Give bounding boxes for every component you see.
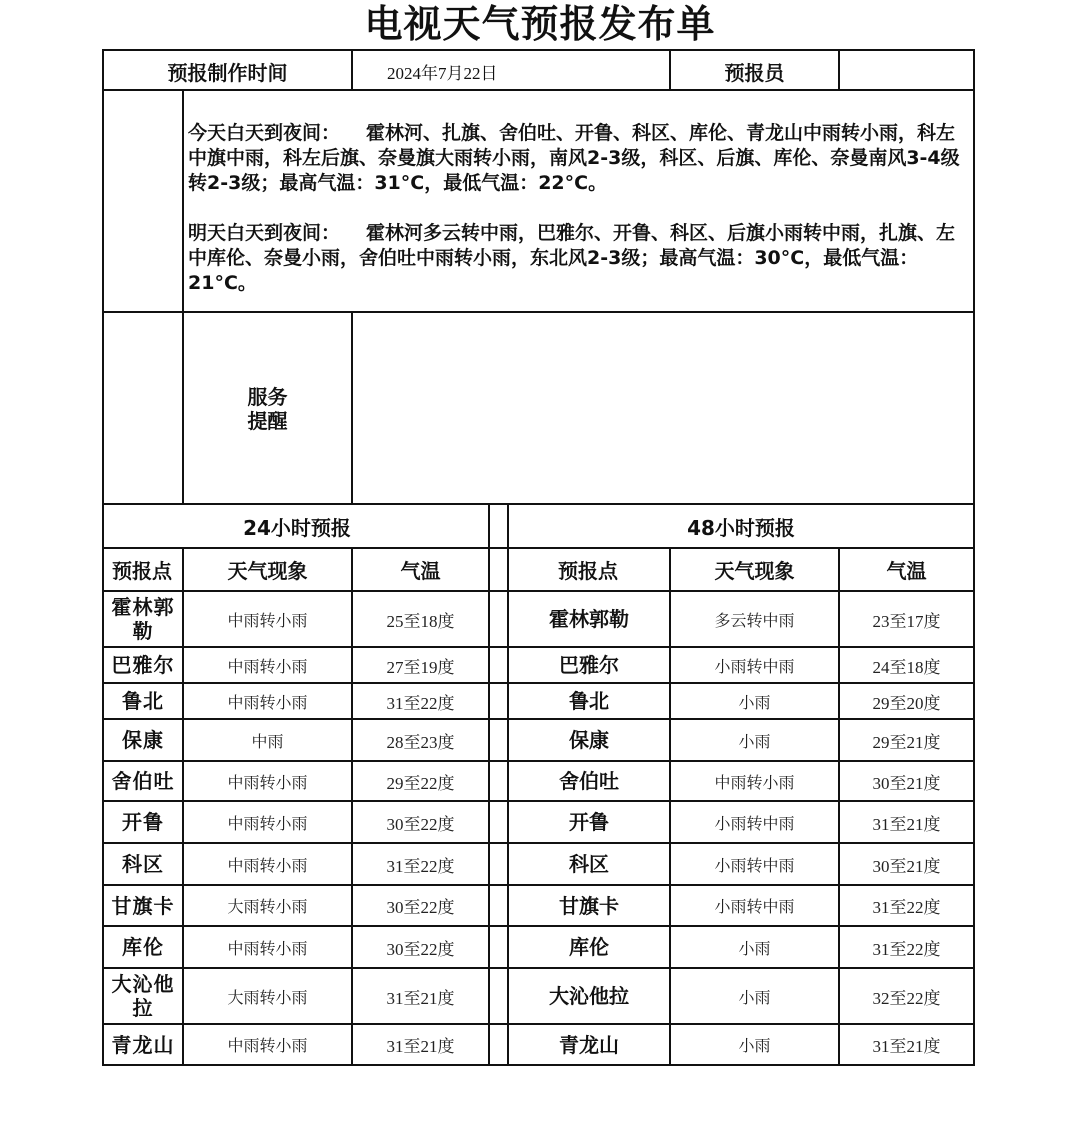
temp-24h: 27至19度 — [386, 657, 455, 677]
weather-48h: 小雨转中雨 — [714, 656, 795, 676]
temp-48h: 30至21度 — [872, 856, 941, 876]
weather-24h: 中雨转小雨 — [227, 772, 308, 792]
temp-24h: 31至21度 — [386, 1037, 455, 1056]
temp-48h: 29至20度 — [872, 693, 941, 713]
site-24h: 舍伯吐 — [111, 769, 175, 793]
section-48h-title: 48小时预报 — [687, 515, 795, 540]
temp-24h: 31至21度 — [386, 988, 455, 1008]
site-24h: 保康 — [122, 728, 164, 752]
temp-48h: 24至18度 — [872, 657, 941, 677]
time-value: 2024年7月22日 — [387, 63, 498, 83]
temp-24h: 30至22度 — [386, 939, 455, 959]
site-48h: 科区 — [569, 852, 609, 876]
site-48h: 库伦 — [569, 935, 609, 959]
weather-24h: 中雨转小雨 — [227, 855, 308, 875]
site-48h: 舍伯吐 — [559, 769, 619, 793]
header-weather-24h: 天气现象 — [227, 559, 308, 583]
temp-24h: 30至22度 — [386, 814, 455, 834]
page-title: 电视天气预报发布单 — [364, 2, 716, 46]
weather-48h: 小雨 — [738, 692, 771, 712]
weather-24h: 中雨 — [251, 731, 284, 751]
site-48h: 巴雅尔 — [559, 653, 619, 677]
temp-24h: 31至22度 — [386, 693, 455, 713]
weather-48h: 小雨 — [738, 1036, 771, 1055]
site-24h: 鲁北 — [122, 689, 164, 713]
today-text: 霍林河、扎旗、舍伯吐、开鲁、科区、库伦、青龙山中雨转小雨，科左中旗中雨，科左后旗、奈曼旗大雨转小雨，南风2-3级，科区、后旗、库伦、奈曼南风3-4级转2-3级；最高气温：31°C，最低气温：22°C。 — [188, 122, 960, 194]
temp-48h: 31至21度 — [872, 814, 941, 834]
weather-48h: 小雨转中雨 — [714, 897, 795, 916]
header-row — [102, 49, 975, 91]
today-label: 今天白天到夜间： — [188, 122, 341, 144]
temp-24h: 29至22度 — [386, 773, 455, 793]
site-24h: 青龙山 — [111, 1032, 175, 1057]
service-content — [353, 313, 973, 505]
weather-24h: 中雨转小雨 — [227, 813, 308, 833]
weather-48h: 小雨 — [738, 987, 771, 1007]
section-24h-title: 24小时预报 — [243, 515, 351, 540]
site-48h: 甘旗卡 — [559, 893, 619, 918]
header-site-24h: 预报点 — [112, 559, 172, 583]
tomorrow-text: 霍林河多云转中雨，巴雅尔、开鲁、科区、后旗小雨转中雨，扎旗、左中库伦、奈曼小雨，舍伯吐中雨转小雨，东北风2-3级；最高气温：30°C，最低气温：21°C。 — [188, 222, 956, 294]
header-temp-48h: 气温 — [886, 559, 927, 583]
temp-48h: 29至21度 — [872, 732, 941, 752]
weather-48h: 中雨转小雨 — [714, 772, 795, 792]
site-48h: 青龙山 — [559, 1032, 619, 1057]
weather-24h: 中雨转小雨 — [227, 1036, 308, 1055]
site-24h: 巴雅尔 — [111, 653, 175, 677]
temp-48h: 31至22度 — [872, 939, 941, 959]
service-label-line2: 提醒 — [247, 409, 288, 433]
service-reminder-block — [102, 311, 975, 505]
temp-48h: 31至21度 — [872, 1037, 941, 1056]
site-48h: 鲁北 — [569, 689, 609, 713]
temp-48h: 31至22度 — [872, 898, 941, 917]
header-weather-48h: 天气现象 — [714, 559, 795, 583]
site-48h: 霍林郭勒 — [549, 607, 629, 631]
weather-24h: 中雨转小雨 — [227, 938, 308, 958]
temp-24h: 28至23度 — [386, 732, 455, 752]
site-24h: 霍林郭勒 — [111, 595, 175, 643]
site-24h: 甘旗卡 — [111, 893, 175, 918]
site-24h: 库伦 — [122, 935, 164, 959]
site-48h: 开鲁 — [569, 810, 609, 834]
weather-24h: 中雨转小雨 — [227, 692, 308, 712]
site-24h: 科区 — [122, 852, 164, 876]
temp-48h: 30至21度 — [872, 773, 941, 793]
weather-48h: 小雨 — [738, 731, 771, 751]
tomorrow-label: 明天白天到夜间： — [188, 222, 341, 244]
time-label: 预报制作时间 — [167, 60, 288, 85]
weather-48h: 小雨转中雨 — [714, 855, 795, 875]
site-24h: 开鲁 — [122, 810, 164, 834]
forecast-tables — [102, 503, 975, 1066]
weather-48h: 小雨转中雨 — [714, 813, 795, 833]
weather-48h: 多云转中雨 — [714, 610, 795, 630]
temp-48h: 23至17度 — [872, 611, 941, 631]
forecaster-label: 预报员 — [724, 60, 785, 85]
service-label — [184, 313, 351, 505]
site-24h: 大沁他拉 — [111, 972, 175, 1020]
site-48h: 大沁他拉 — [549, 984, 629, 1008]
weather-24h: 大雨转小雨 — [227, 897, 308, 916]
forecast-text-block — [102, 89, 975, 313]
forecaster-value — [840, 51, 973, 91]
temp-24h: 25至18度 — [386, 611, 455, 631]
header-temp-24h: 气温 — [400, 559, 441, 583]
header-site-48h: 预报点 — [558, 559, 618, 583]
weather-24h: 大雨转小雨 — [227, 987, 308, 1007]
weather-24h: 中雨转小雨 — [227, 610, 308, 630]
weather-48h: 小雨 — [738, 938, 771, 958]
weather-24h: 中雨转小雨 — [227, 656, 308, 676]
service-label-line1: 服务 — [247, 385, 288, 409]
temp-48h: 32至22度 — [872, 988, 941, 1008]
temp-24h: 31至22度 — [386, 856, 455, 876]
site-48h: 保康 — [569, 728, 609, 752]
temp-24h: 30至22度 — [386, 898, 455, 917]
